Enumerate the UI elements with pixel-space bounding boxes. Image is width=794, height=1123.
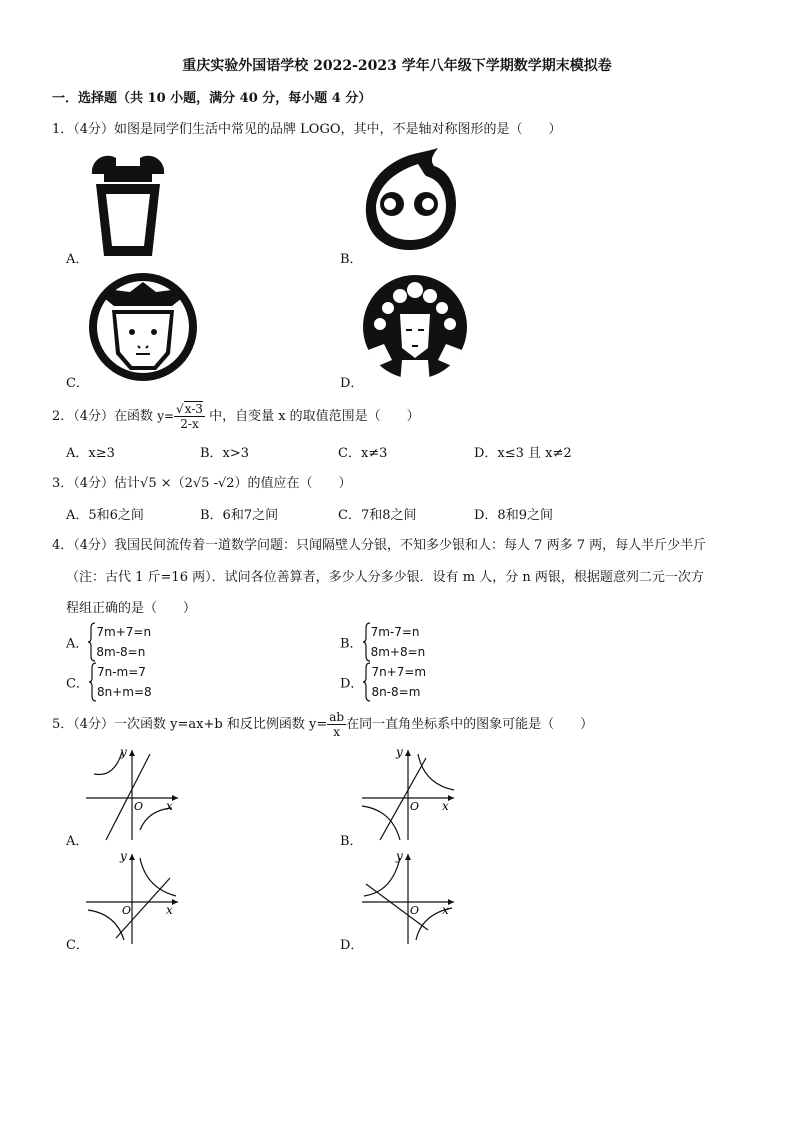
- q3-option-b: B．6和7之间: [200, 508, 279, 523]
- q2-option-c: C．x≠3: [338, 446, 388, 461]
- q5-graph-a: [86, 744, 186, 844]
- logo-c-cow-icon: [86, 270, 200, 384]
- q4-c-eq1: 7n-m=7: [96, 665, 146, 679]
- q2-denominator: 2-x: [180, 417, 199, 431]
- q5-label-a: A．: [66, 834, 89, 849]
- q2-stem: [52, 402, 420, 431]
- q2-option-a: A．x≥3: [66, 446, 115, 461]
- q5-d-origin: O: [410, 904, 420, 917]
- q5-stem: [52, 710, 593, 739]
- q5-graph-c: [86, 848, 186, 948]
- q5-label-b: B．: [340, 834, 363, 849]
- logo-d-opera-icon: [362, 274, 468, 384]
- q5-suffix: 在同一直角坐标系中的图象可能是（ ）: [346, 717, 594, 732]
- q5-graph-d: [362, 848, 462, 948]
- q4-c-eq2: 8n+m=8: [96, 685, 152, 699]
- q4-a-eq2: 8m-8=n: [96, 645, 146, 659]
- q5-a-xlabel: x: [166, 799, 173, 813]
- q4-line1: 4．（4分）我国民间流传着一道数学问题：只闻隔壁人分银，不知多少银和人：每人 7 两多 7 两，每人半斤少半斤: [52, 538, 707, 553]
- logo-b-flame-icon: [360, 146, 460, 256]
- q5-label-c: C．: [66, 938, 89, 953]
- q4-option-c: C． 7n-m=7 8n+m=8: [66, 662, 152, 702]
- q1-label-a: A．: [66, 252, 89, 267]
- q4-line3: 程组正确的是（ ）: [66, 601, 197, 616]
- q5-a-origin: O: [134, 800, 144, 813]
- q4-b-eq1: 7m-7=n: [370, 625, 420, 639]
- q4-option-b: B． 7m-7=n 8m+8=n: [340, 622, 425, 662]
- q5-b-xlabel: x: [442, 799, 449, 813]
- q2-option-b: B．x>3: [200, 446, 250, 461]
- q3-option-d: D．8和9之间: [474, 508, 553, 523]
- q1-label-b: B．: [340, 252, 363, 267]
- q5-c-ylabel: y: [120, 849, 127, 863]
- q1-label-d: D．: [340, 376, 364, 391]
- page-title: 重庆实验外国语学校 2022-2023 学年八年级下学期数学期末模拟卷: [182, 58, 612, 74]
- q5-d-ylabel: y: [396, 849, 403, 863]
- q5-b-ylabel: y: [396, 745, 403, 759]
- q4-d-eq1: 7n+7=m: [371, 665, 427, 679]
- q1-label-c: C．: [66, 376, 89, 391]
- q2-option-d: D．x≤3 且 x≠2: [474, 446, 572, 461]
- q4-b-eq2: 8m+8=n: [370, 645, 426, 659]
- q4-option-d: D． 7n+7=m 8n-8=m: [340, 662, 426, 702]
- q2-prefix: 2．（4分）在函数: [52, 409, 154, 424]
- q4-line2: （注：古代 1 斤=16 两）．试问各位善算者，多少人分多少银．设有 m 人，分 n 两银，根据题意列二元一次方: [66, 570, 704, 585]
- q5-c-origin: O: [122, 904, 132, 917]
- q5-prefix: 5．（4分）一次函数 y=ax+b 和反比例函数 y=: [52, 717, 328, 732]
- q4-option-a: A． 7m+7=n 8m-8=n: [66, 622, 151, 662]
- q5-denominator: x: [333, 725, 341, 739]
- section-heading: 一．选择题（共 10 小题，满分 40 分，每小题 4 分）: [52, 91, 372, 106]
- q5-c-xlabel: x: [166, 903, 173, 917]
- q5-d-xlabel: x: [442, 903, 449, 917]
- q3-option-c: C．7和8之间: [338, 508, 417, 523]
- q2-y: y=: [157, 409, 175, 423]
- q1-stem: 1．（4分）如图是同学们生活中常见的品牌 LOGO，其中，不是轴对称图形的是（ ）: [52, 122, 562, 137]
- q2-fraction: $\frac{√x-3}{2-x}$: [176, 402, 203, 431]
- q4-a-eq1: 7m+7=n: [96, 625, 152, 639]
- q2-suffix: 中，自变量 x 的取值范围是（ ）: [209, 409, 420, 424]
- q4-d-eq2: 8n-8=m: [371, 685, 421, 699]
- q5-label-d: D．: [340, 938, 364, 953]
- q5-numerator: ab: [329, 710, 345, 724]
- q3-stem: 3．（4分）估计√5 ×（2√5 -√2）的值应在（ ）: [52, 476, 352, 491]
- q5-a-ylabel: y: [120, 745, 127, 759]
- q3-option-a: A．5和6之间: [66, 508, 144, 523]
- q5-b-origin: O: [410, 800, 420, 813]
- q5-fraction: [327, 710, 346, 739]
- q2-numerator: x-3: [184, 402, 203, 416]
- logo-a-cup-icon: [86, 152, 170, 258]
- q5-graph-b: [362, 744, 462, 844]
